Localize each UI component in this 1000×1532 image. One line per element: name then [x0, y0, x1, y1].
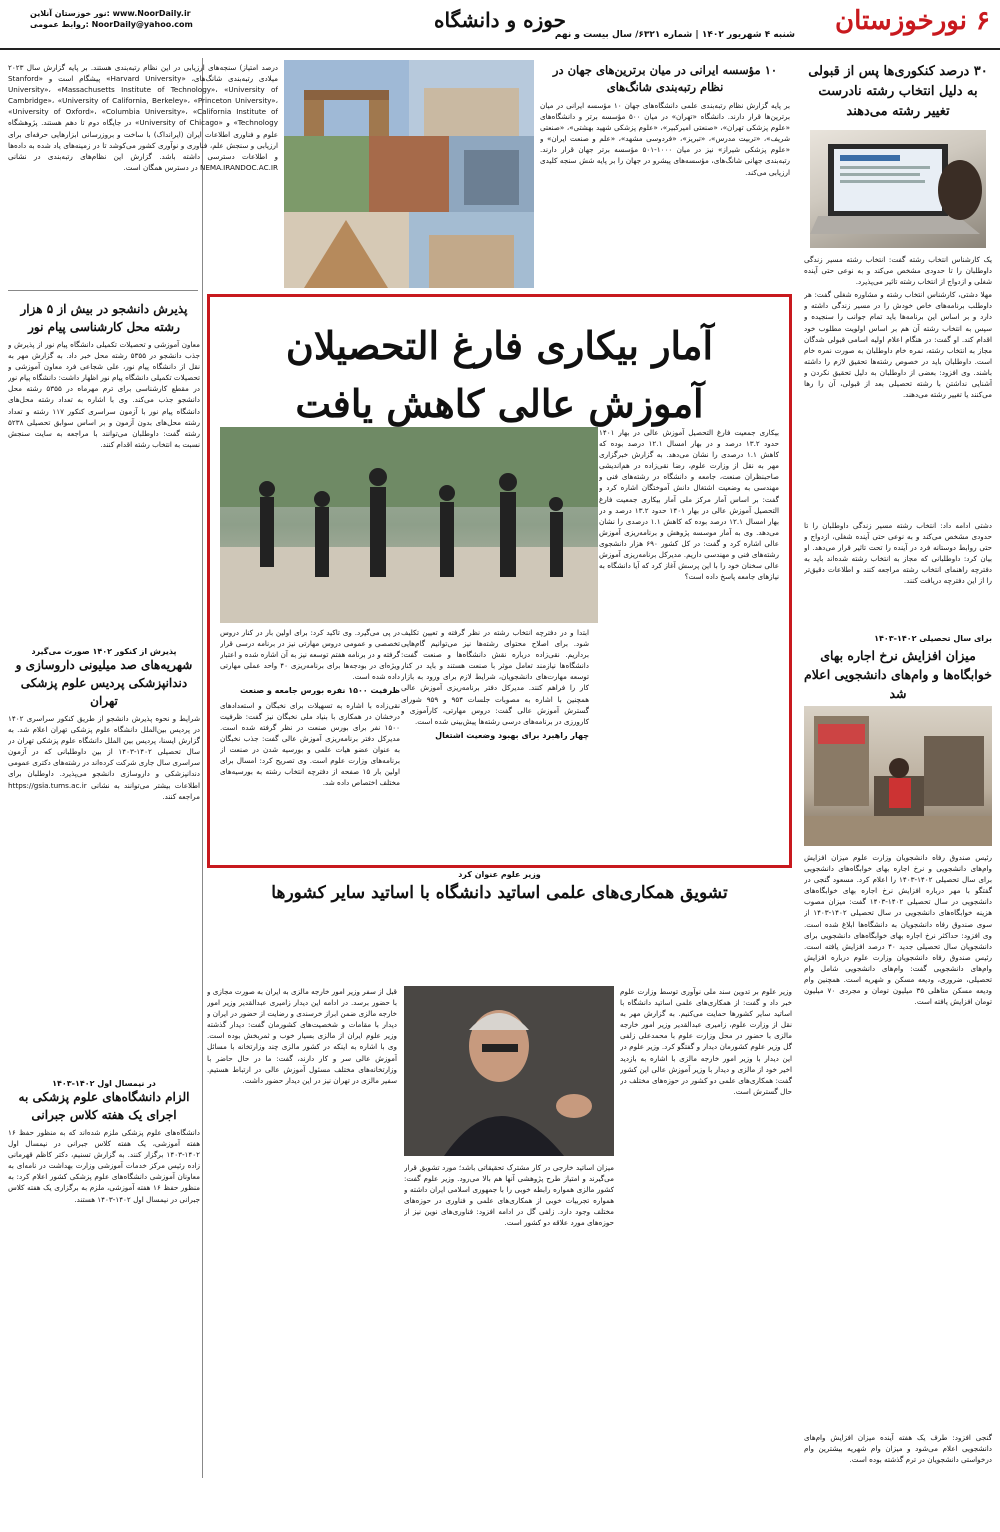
feature-sub-1: چهار راهبرد برای بهبود وضعیت اشتغال: [435, 730, 589, 740]
universities-collage: [284, 60, 534, 288]
feature-col-2: [401, 627, 589, 857]
right-kicker-2: برای سال تحصیلی ۱۴۰۲-۱۴۰۳: [874, 634, 992, 643]
laptop-photo: [810, 130, 986, 248]
right-body-2: دشتی ادامه داد: انتخاب رشته مسیر زندگی داوطلبان را تا حدودی مشخص می‌کند و به نوعی حتی آینده شغلی، ازدواج و حتی روابط دوستانه فرد در آینده را تحت تاثیر قرار می‌دهد. او بیان کرد: داوطلبانی که مجاز به انتخاب رشته شده‌اند باید به دفترچه راهنمای انتخاب رشته مراجعه کنند و اطلاعات دقیق‌تر را از این دفترچه دریافت کنند.: [804, 521, 992, 586]
right-headline-2: میزان افزایش نرخ اجاره بهای خوابگاه‌ها و وام‌های دانشجویی اعلام شد: [804, 648, 992, 701]
contact-info: [30, 8, 193, 30]
left-body-3: دانشگاه‌های علوم پزشکی ملزم شده‌اند که به منظور حفظ ۱۶ هفته آموزشی، یک هفته کلاس جبرانی در نیمسال اول ۱۴۰۲-۱۴۰۳ برگزار کنند. به گزارش تسنیم، دکتر کاظم قهرمانی زاده رئیس مرکز خدمات آموزشی وزارت بهداشت در نامه‌ای به معاونان آموزشی دانشگاه‌های علوم پزشکی کشور اعلام کرد: به منظور حفظ ۱۶ هفته آموزشی، ملزم به برگزاری یک هفته کلاس جبرانی در نیمسال اول ۱۴۰۲-۱۴۰۳ هستند.: [8, 1128, 200, 1204]
feature-col-2-text: ابتدا و در دفترچه انتخاب رشته در نظر گرفته و تعیین تکلیف شود. برای اصلاح محتوای رشته‌ها نیز می‌توانیم گام‌هایی برداریم. نقی‌زاده درباره نقش دانشگاه‌ها و صنعت گفت: دانشگاه‌ها نیازمند تعامل موثر با صنعت هستند و باید در کنار توسعه مهارت‌های دانشجویان، شرایط لازم برای ورود به بازار کار را فراهم کنند. مدیرکل دفتر برنامه‌ریزی آموزش عالی همچنین با اشاره به مصوبات جلسات ۹۵۴ و ۹۵۹ شورای گسترش آموزش عالی گفت: دروس مهارتی، کارآموزی و کارورزی در برنامه‌های درسی رشته‌ها پیش‌بینی شده است.: [401, 628, 589, 726]
top-story-headline: ۱۰ مؤسسه ایرانی در میان برترین‌های جهان در نظام رتبه‌بندی شانگ‌های: [552, 63, 778, 94]
left-column: [8, 300, 200, 1445]
right-headline-1: ۳۰ درصد کنکوری‌ها پس از قبولی به دلیل انتخاب رشته نادرست تغییر رشته می‌دهند: [808, 64, 988, 119]
left-kicker-2: پذیرش از کنکور ۱۴۰۲ صورت می‌گیرد: [31, 647, 177, 656]
dateline: شنبه ۴ شهریور ۱۴۰۲ | شماره ۶۳۲۱/ سال بیست و نهم: [554, 30, 795, 40]
right-body-4: گنجی افزود: طرف یک هفته آینده میزان افزایش وام‌های دانشجویی اعلام می‌شود و میزان وام شهریه بیشترین وام درخواستی دانشجویان در ترم گذشته بوده است.: [804, 1433, 992, 1465]
site-line-2: روابط عمومی: NoorDaily@yahoo.com: [30, 20, 193, 29]
left-headline-1: پذیرش دانشجو در بیش از ۵ هزار رشته محل کارشناسی پیام نور: [20, 302, 188, 334]
right-para-2: مهلا دشتی، کارشناس انتخاب رشته و مشاوره شغلی گفت: هر داوطلب برنامه‌های خاص خودش را در مسیر زندگی داشته و دارد و بر اساس این برنامه‌ها باید تمام جوانب را سنجیده و سپس به انتخاب رشته آن هم بر اساس اولویت مطلوب خود اقدام کند. او گفت: در هنگام اعلام اولیه اسامی قبولی شدگان مجاز به انتخاب رشته، نمره خام داوطلبان به صورت نمره خام است. داوطلبان باید در خصوص رشته‌ها تحقیق لازم را داشته باشند. وی افزود: بعضی از داوطلبان به دلیل تحقیق نکردن و آشنایی نداشتن با رشته تحصیلی بعد از قبولی، آن را رها می‌کنند یا تغییر رشته می‌دهند.: [804, 290, 992, 400]
top-story-continued: درصد امتیاز) سنجه‌های ارزیابی در این نظام رتبه‌بندی هستند. بر پایه گزارش سال ۲۰۲۳ میلادی رتبه‌بندی شانگ‌های، «Harvard University» پیشگام است و «Stanford University»، «Massachusetts Institute of Technology»، «University of Cambridge»، «University of California, Berkeley»، «Princeton University»، «University of Oxford»، «Columbia University»، «California Institute of Technology» و «University of Chicago» در جایگاه دوم تا دهم هستند. پژوهشگاه علوم و فناوری اطلاعات ایران (ایرانداک) با ساخت و بروزرسانی ابزارهایی حرفه‌ای برای ارزیابی و سنجش علم، فناوری و نوآوری کشور می‌کوشد تا در زمینه‌های یاد شده به داده‌ها و اطلاعات دسترسی داشته باشد. گزارش این نظام‌های رتبه‌بندی در نشانی NEMA.IRANDOC.AC.IR در دسترس همگان است.: [8, 63, 278, 172]
dormitory-photo: [804, 706, 992, 846]
masthead-logo: ۶ نورخوزستان: [835, 6, 990, 36]
bottom-col-a: وزیر علوم بر تدوین سند ملی نوآوری توسط وزارت علوم خبر داد و گفت: از همکاری‌های علمی اساتید دانشگاه با اساتید سایر کشورها حمایت می‌کنیم. به گزارش مهر به نقل از وزارت علوم، زامیری عبدالقدیر وزیر امور خارجه مالزی با حضور در محل وزارت علوم با محمدعلی زلفی گل وزیر علوم کشورمان دیدار و گفتگو کرد. وزیر علوم در این دیدار با وزیر امور خارجه مالزی با اشاره به بازدید اخیر خود از مالزی و دیدار با وزیر آموزش عالی این کشور گفت: همکاری‌های علمی دو کشور در حوزه‌های مختلف در حال گسترش است.: [620, 987, 792, 1096]
divider-left: [202, 296, 203, 1478]
students-illustration: [220, 427, 598, 623]
right-para-1: یک کارشناس انتخاب رشته گفت: انتخاب رشته مسیر زندگی داوطلبان را تا حدودی مشخص می‌کند و به نوعی حتی آینده شغلی و ازدواج از انتخاب رشته تاثیر می‌پذیرد.: [804, 255, 992, 287]
dormitory-illustration: [804, 706, 992, 846]
feature-title: آمار بیکاری فارغ التحصیلان آموزش عالی کاهش یافت: [285, 323, 714, 426]
feature-sub-2: ظرفیت ۱۵۰۰ نفره بورس جامعه و صنعت: [240, 686, 400, 696]
left-body-2: شرایط و نحوه پذیرش دانشجو از طریق کنکور سراسری ۱۴۰۲ در پردیس بین‌الملل دانشگاه علوم پزشکی تهران اعلام شد. به گزارش ایسنا، پردیس بین الملل دانشگاه علوم پزشکی تهران در سال تحصیلی ۱۴۰۲-۱۴۰۳ از بین داوطلبانی که در آزمون سراسری سال جاری شرکت کرده‌اند در رشته‌های دکتری عمومی دندانپزشکی و داروسازی دانشجو می‌پذیرد. داوطلبان برای اطلاعات بیشتر می‌توانند به نشانی https://gsia.tums.ac.ir مراجعه کنند.: [8, 714, 200, 801]
right-body-3: رئیس صندوق رفاه دانشجویان وزارت علوم میزان افزایش وام‌های دانشجویی و نرخ اجاره بهای خوابگاه‌های دانشجویی برای سال تحصیلی ۱۴۰۲-۱۴۰۳ را اعلام کرد. مسعود گنجی در گفتگو با مهر درباره افزایش نرخ اجاره بهای خوابگاه‌های دانشجویی در سال تحصیلی ۱۴۰۲-۱۴۰۳ گفت: میزان مصوب هزینه خوابگاه‌های دانشجویی در سال تحصیلی ۱۴۰۲-۱۴۰۳ از سوی صندوق رفاه دانشجویان به دانشگاه‌ها ابلاغ شده است. وی افزود: حداکثر نرخ اجاره بهای خوابگاه‌های دانشجویی برای دانشجویان سال تحصیلی جدید ۴۰ درصد افزایش یافته است. رئیس صندوق رفاه دانشجویان وزارت علوم درباره افزایش وام‌های دانشجویی گفت: وام‌های دانشجویی شامل وام تحصیلی، ضروری، ودیعه مسکن و شهریه است. همچنین وام ودیعه مسکن متاهلی ۳۵ میلیون تومان و مجردی ۷۰ میلیون تومان افزایش یافته است.: [804, 853, 992, 1007]
bottom-headline: تشویق همکاری‌های علمی اساتید دانشگاه با اساتید سایر کشورها: [271, 883, 728, 903]
students-photo: [220, 427, 598, 623]
section-title: حوزه و دانشگاه: [434, 8, 566, 32]
minister-photo: [404, 986, 614, 1156]
top-story-body: بر پایه گزارش نظام رتبه‌بندی علمی دانشگاه‌های جهان ۱۰ مؤسسه ایرانی در میان برترین‌ها قرار دارند. دانشگاه «تهران» در میان ۵۰۰ مؤسسه برتر و دانشگاه‌های «علوم پزشکی تهران»، «صنعتی امیرکبیر»، «علوم پزشکی شهید بهشتی»، «صنعتی شریف»، «تربیت مدرس»، «تبریز»، «فردوسی مشهد»، «علم و صنعت ایران» و «علوم پزشکی شیراز» نیز در میان ۱۰۰۰-۵۰۱ مؤسسه برتر جهان قرار دارند. رتبه‌بندی جهانی شانگ‌های، مؤسسه‌های پیشرو در جهان را بر پایه شش سنجه کلیدی ارزیابی می‌کند.: [540, 101, 790, 177]
right-body-1: [804, 254, 992, 514]
feature-box: [207, 294, 792, 868]
bottom-kicker: وزیر علوم عنوان کرد: [458, 870, 541, 879]
page-header: [0, 0, 1000, 50]
left-headline-2: شهریه‌های صد میلیونی داروسازی و دندانپزشکی پردیس علوم پزشکی تهران: [15, 658, 193, 708]
bottom-col-c: قبل از سفر وزیر امور خارجه مالزی به ایران به صورت مجازی و با حضور برسد. در ادامه این دیدار زامیری عبدالقدیر وزیر امور خارجه مالزی ضمن ابراز خرسندی و رضایت از حضور در ایران و دیدار با مقامات و شخصیت‌های کشورمان گفت: دیدار گذشته وزیر علوم ایران از مالزی بسیار خوب و ثمربخش بوده است. وی با اشاره به اینکه در کشور مالزی چند وزارتخانه با مسائل آموزش عالی سر و کار دارند، گفت: ما در حال حاضر با وزارتخانه‌های مختلف مسئول آموزش عالی در ارتباط هستیم. سفیر مالزی در تهران نیز در این دیدار حضور داشت.: [207, 987, 397, 1085]
campus-buildings-illustration: [284, 60, 534, 288]
left-headline-3: الزام دانشگاه‌های علوم پزشکی به اجرای یک هفته کلاس جبرانی: [18, 1090, 190, 1122]
divider-top-left: [8, 290, 198, 291]
feature-col-1: بیکاری جمعیت فارغ التحصیل آموزش عالی در بهار ۱۴۰۱ حدود ۱۳.۲ درصد و در بهار امسال ۱۲.۱ درصد بوده که کاهش ۱.۱ درصدی را نشان می‌دهد. به گزارش خبرگزاری مهر به نقل از وزارت علوم، رضا نقی‌زاده در هم‌اندیشی صاحبنظران صنعت، جامعه و دانشگاه در رشته‌های فنی و مهندسی به وضعیت اشتغال دانش آموختگان اشاره کرد و گفت: بر اساس آمار مرکز ملی آمار بیکاری جمعیت فارغ التحصیل آموزش عالی در بهار ۱۴۰۱ حدود ۱۳.۲ درصد و در بهار امسال ۱۲.۱ درصد بوده که کاهش ۱.۱ درصدی را نشان می‌دهد. وی به آمار موسسه پژوهش و برنامه‌ریزی آموزش عالی اشاره کرد و گفت: در کل کشور ۶۹۰ هزار دانشجوی رشته‌های فنی و مهندسی داریم. مدیرکل برنامه‌ریزی آموزش عالی سخنان خود را با این پرسش آغاز کرد که آیا دانشگاه به نیازهای جامعه پاسخ داده است؟: [599, 428, 779, 582]
top-story: [540, 62, 790, 310]
bottom-col-b: میزان اساتید خارجی در کار مشترک تحقیقاتی باشد؛ مورد تشویق قرار می‌گیرند و امتیاز طرح پژوهشی آنها هم بالا می‌رود. وزیر علوم گفت: کشور مالزی همواره رابطه خوبی را با جمهوری اسلامی ایران داشته و همواره تجربیات خوبی از همکاری‌های علمی و فناوری در حوزه‌های مختلف وجود دارد. زلفی گل در ادامه افزود: فناوری‌های نوین نیز از حوزه‌های مورد علاقه دو کشور است.: [404, 1163, 614, 1228]
laptop-illustration: [810, 130, 986, 248]
minister-illustration: [404, 986, 614, 1156]
right-column: [804, 62, 992, 1465]
feature-col-3-text: در پی می‌گیرد. وی تاکید کرد: برای اولین بار در کنار دروس تخصصی و عمومی دروس مهارتی نیز در برنامه درسی قرار گرفته و در برنامه هفتم توسعه نیز به آن اشاره شده و اعتبار ویژه‌ای در بودجه‌ها برای برنامه‌ریزی ۴۰ واحد عملی مهارتی داده شده است.: [220, 628, 400, 682]
left-kicker-3: در نیمسال اول ۱۴۰۲-۱۴۰۳: [52, 1079, 156, 1088]
feature-col-3: [220, 627, 400, 857]
site-line-1: نور خوزستان آنلاین: www.NoorDaily.ir: [30, 9, 191, 18]
left-body-1: معاون آموزشی و تحصیلات تکمیلی دانشگاه پیام نور از پذیرش و جذب دانشجو در ۵۳۵۵ رشته محل خبر داد. به گزارش مهر به نقل از دانشگاه پیام نور، علی شجاعی فرد معاون آموزشی و تحصیلات تکمیلی دانشگاه پیام نور اظهار داشت: دانشگاه پیام نور در مقطع کارشناسی برای ترم مهرماه در ۵۳۵۵ رشته محل دانشجو جذب می‌کند. وی با اشاره به تعداد رشته محل‌های دانشگاه پیام نور با آزمون سراسری کنکور ۱۱۷ رشته و تعداد رشته محل‌های بدون آزمون و بر اساس سوابق تحصیلی ۵۲۳۸ رشته گفت: داوطلبان می‌توانند با مراجعه به سایت سنجش نسبت به انتخاب رشته اقدام کنند.: [8, 340, 200, 449]
feature-col-4-text: نقی‌زاده با اشاره به تسهیلات برای نخبگان و استعدادهای درخشان در همکاری با بنیاد ملی نخبگان نیز گفت: ظرفیت ۱۵۰۰ نفر برای بورس صنعت در نظر گرفته شده است. مدیرکل دفتر برنامه‌ریزی آموزش عالی گفت: جذب نخبگان به عنوان عضو هیات علمی و بورسیه شدن در صنعت از برنامه‌های وزارت علوم است. وی تصریح کرد: امسال برای اولین بار ۱۵ صفحه از دفترچه انتخاب رشته به بورسیه‌های مختلف اختصاص داده شد.: [220, 700, 400, 788]
bottom-story: [207, 870, 792, 907]
